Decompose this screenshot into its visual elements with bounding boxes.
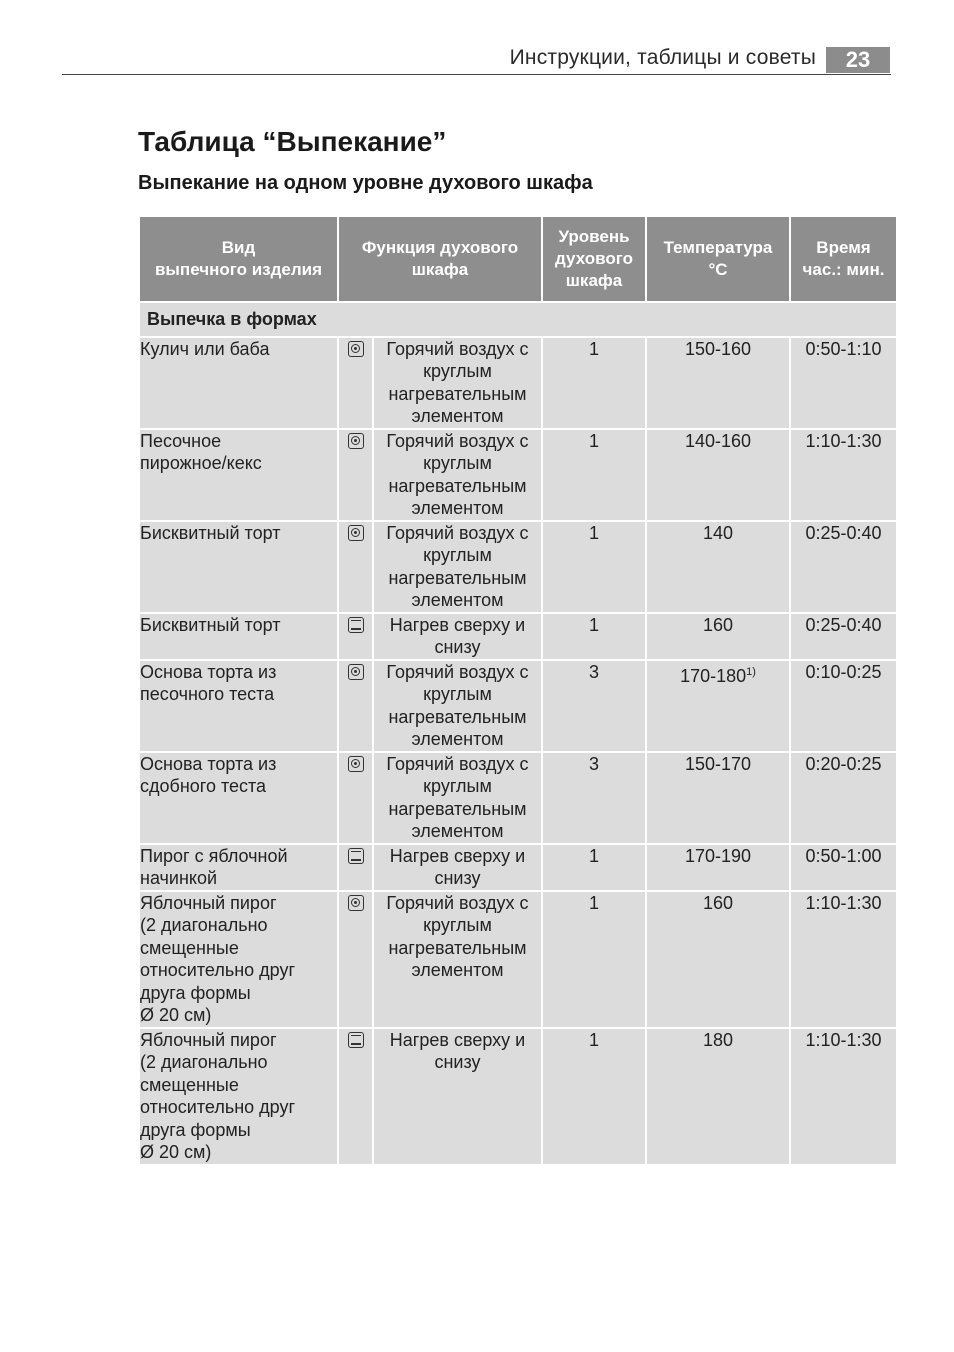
function-icon-cell [338,1028,373,1165]
function-icon-cell [338,613,373,660]
col-header-function: Функция духового шкафа [338,216,542,302]
temperature-cell [646,337,790,429]
running-header: Инструкции, таблицы и советы [509,46,816,69]
shelf-level: 1 [542,337,646,429]
section-row [139,302,897,337]
oven-function: Нагрев сверху и снизу [373,844,542,891]
table-row [139,844,897,891]
baking-time: 1:10-1:30 [790,891,897,1028]
table-row [139,337,897,429]
oven-function: Нагрев сверху и снизу [373,1028,542,1165]
footnote-marker: 1) [746,665,756,678]
baking-time: 0:10-0:25 [790,660,897,752]
top-bottom-heat-icon [348,617,364,633]
col-header-level: Уровень духового шкафа [542,216,646,302]
fan-ring-icon [348,433,364,449]
col-header-time: Время час.: мин. [790,216,897,302]
section-label: Выпечка в формах [139,302,897,337]
product-name: Основа торта из песочного теста [139,660,338,752]
oven-function: Горячий воздух с круглым нагревательным элементом [373,891,542,1028]
temperature-cell [646,752,790,844]
fan-ring-icon [348,895,364,911]
baking-time: 0:50-1:10 [790,337,897,429]
top-bottom-heat-icon [348,848,364,864]
section-subtitle: Выпекание на одном уровне духового шкафа [138,172,593,194]
product-name: Песочное пирожное/кекс [139,429,338,521]
table-row [139,752,897,844]
shelf-level: 1 [542,429,646,521]
oven-function: Горячий воздух с круглым нагревательным элементом [373,429,542,521]
baking-time: 0:50-1:00 [790,844,897,891]
product-name: Основа торта из сдобного теста [139,752,338,844]
temperature-cell [646,660,790,752]
function-icon-cell [338,752,373,844]
header-rule [62,74,891,75]
shelf-level: 1 [542,844,646,891]
temperature-value: 160 [702,892,734,913]
function-icon-cell [338,429,373,521]
function-icon-cell [338,660,373,752]
table-header-row [139,216,897,302]
shelf-level: 3 [542,752,646,844]
top-bottom-heat-icon [348,1032,364,1048]
temperature-cell [646,891,790,1028]
product-name: Яблочный пирог (2 диагонально смещенные относительно друг друга формы Ø 20 см) [139,891,338,1028]
page-number: 23 [826,47,890,73]
table-row [139,660,897,752]
shelf-level: 1 [542,1028,646,1165]
temperature-value: 140-160 [684,430,752,451]
shelf-level: 1 [542,613,646,660]
table-row [139,521,897,613]
table-row [139,891,897,1028]
temperature-value: 140 [702,522,734,543]
baking-time: 0:20-0:25 [790,752,897,844]
baking-time: 1:10-1:30 [790,1028,897,1165]
fan-ring-icon [348,341,364,357]
page-title: Таблица “Выпекание” [138,126,447,157]
function-icon-cell [338,891,373,1028]
oven-function: Горячий воздух с круглым нагревательным элементом [373,337,542,429]
temperature-value: 160 [702,614,734,635]
function-icon-cell [338,521,373,613]
temperature-value: 170-180 [680,665,747,686]
product-name: Пирог с яблочной начинкой [139,844,338,891]
temperature-cell [646,613,790,660]
shelf-level: 3 [542,660,646,752]
baking-time: 0:25-0:40 [790,613,897,660]
fan-ring-icon [348,664,364,680]
temperature-value: 180 [702,1029,734,1050]
table-row [139,429,897,521]
oven-function: Горячий воздух с круглым нагревательным элементом [373,752,542,844]
col-header-temperature: Температура °C [646,216,790,302]
baking-time: 1:10-1:30 [790,429,897,521]
temperature-cell [646,521,790,613]
product-name: Кулич или баба [139,337,338,429]
baking-time: 0:25-0:40 [790,521,897,613]
oven-function: Горячий воздух с круглым нагревательным элементом [373,660,542,752]
product-name: Яблочный пирог (2 диагонально смещенные относительно друг друга формы Ø 20 см) [139,1028,338,1165]
fan-ring-icon [348,525,364,541]
oven-function: Нагрев сверху и снизу [373,613,542,660]
shelf-level: 1 [542,521,646,613]
product-name: Бисквитный торт [139,521,338,613]
temperature-value: 170-190 [684,845,752,866]
temperature-value: 150-170 [684,753,752,774]
function-icon-cell [338,337,373,429]
table-row [139,1028,897,1165]
baking-table [138,215,898,1166]
fan-ring-icon [348,756,364,772]
col-header-product: Вид выпечного изделия [139,216,338,302]
temperature-cell [646,844,790,891]
oven-function: Горячий воздух с круглым нагревательным элементом [373,521,542,613]
function-icon-cell [338,844,373,891]
table-row [139,613,897,660]
temperature-cell [646,429,790,521]
temperature-cell [646,1028,790,1165]
temperature-value: 150-160 [684,338,752,359]
shelf-level: 1 [542,891,646,1028]
product-name: Бисквитный торт [139,613,338,660]
